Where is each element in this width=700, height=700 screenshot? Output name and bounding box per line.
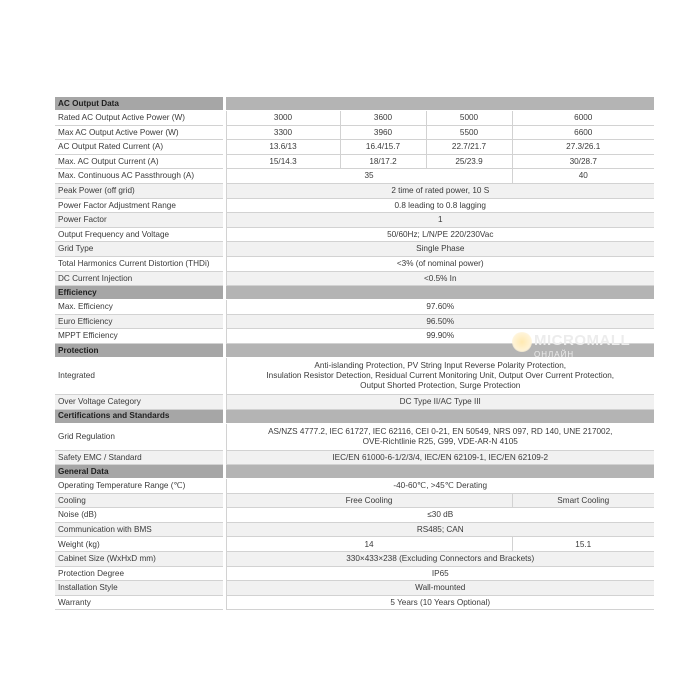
cell-value: 30/28.7 [512, 154, 654, 169]
cell-value: 330×433×238 (Excluding Connectors and Brackets) [226, 552, 654, 567]
cell-value: 18/17.2 [340, 154, 426, 169]
cell-value: 0.8 leading to 0.8 lagging [226, 198, 654, 213]
cell-value: 99.90% [226, 329, 654, 344]
row-label: Operating Temperature Range (℃) [55, 479, 223, 494]
cell-value: 5500 [426, 125, 512, 140]
cell-value: IP65 [226, 566, 654, 581]
table-row [55, 242, 654, 257]
spec-sheet [55, 97, 654, 610]
cell-value: 14 [226, 537, 512, 552]
cell-value: 2 time of rated power, 10 S [226, 183, 654, 198]
row-label: Total Harmonics Current Distortion (THDi) [55, 256, 223, 271]
row-label: Over Voltage Category [55, 394, 223, 409]
cell-line: Anti-islanding Protection, PV String Input Reverse Polarity Protection, [314, 361, 567, 371]
row-label: Installation Style [55, 581, 223, 596]
cell-value: 22.7/21.7 [426, 140, 512, 155]
table-row [55, 198, 654, 213]
table-row [55, 183, 654, 198]
row-label: Peak Power (off grid) [55, 183, 223, 198]
spec-table [55, 97, 654, 610]
row-label: Cooling [55, 493, 223, 508]
row-label: Rated AC Output Active Power (W) [55, 111, 223, 126]
row-label: Cabinet Size (WxHxD mm) [55, 552, 223, 567]
cell-value: Free Cooling [226, 493, 512, 508]
table-row [55, 140, 654, 155]
row-label: Grid Regulation [55, 423, 223, 450]
table-row [55, 552, 654, 567]
table-row [55, 213, 654, 228]
row-label: Euro Efficiency [55, 314, 223, 329]
row-label: Warranty [55, 595, 223, 610]
section-title: General Data [55, 465, 223, 479]
row-label: Output Frequency and Voltage [55, 227, 223, 242]
cell-value: Single Phase [226, 242, 654, 257]
cell-value: <3% (of nominal power) [226, 256, 654, 271]
cell-value: 6000 [512, 111, 654, 126]
watermark-subtext: ОНЛАЙН [534, 350, 575, 359]
table-row [55, 566, 654, 581]
cell-value: 1 [226, 213, 654, 228]
cell-value [226, 423, 654, 450]
cell-value: 15.1 [512, 537, 654, 552]
row-label: Power Factor [55, 213, 223, 228]
cell-line: OVE-Richtlinie R25, G99, VDE-AR-N 4105 [362, 436, 518, 446]
table-row [55, 450, 654, 465]
cell-line: Output Shorted Protection, Surge Protection [360, 380, 521, 390]
row-label: Max. AC Output Current (A) [55, 154, 223, 169]
section-header-protection [55, 343, 654, 357]
row-label: Protection Degree [55, 566, 223, 581]
table-row [55, 595, 654, 610]
cell-value: RS485; CAN [226, 522, 654, 537]
cell-value: <0.5% In [226, 271, 654, 286]
section-title: Efficiency [55, 286, 223, 300]
row-label: Noise (dB) [55, 508, 223, 523]
cell-value: 16.4/15.7 [340, 140, 426, 155]
row-label: AC Output Rated Current (A) [55, 140, 223, 155]
row-label: Weight (kg) [55, 537, 223, 552]
cell-value: Smart Cooling [512, 493, 654, 508]
cell-value: 3960 [340, 125, 426, 140]
cell-value [226, 357, 654, 394]
table-row [55, 227, 654, 242]
row-label: Grid Type [55, 242, 223, 257]
cell-value: 27.3/26.1 [512, 140, 654, 155]
table-row [55, 394, 654, 409]
cell-value: 96.50% [226, 314, 654, 329]
row-label: Power Factor Adjustment Range [55, 198, 223, 213]
cell-value: 40 [512, 169, 654, 184]
row-label: Max. Continuous AC Passthrough (A) [55, 169, 223, 184]
cell-value: 50/60Hz; L/N/PE 220/230Vac [226, 227, 654, 242]
row-label: Safety EMC / Standard [55, 450, 223, 465]
table-row [55, 300, 654, 315]
section-header-general [55, 465, 654, 479]
table-row [55, 581, 654, 596]
watermark-text: MICROMALL [534, 332, 631, 349]
section-title: AC Output Data [55, 97, 223, 111]
table-row [55, 256, 654, 271]
table-row [55, 357, 654, 394]
cell-value: 3300 [226, 125, 340, 140]
table-row [55, 125, 654, 140]
cell-value: DC Type II/AC Type III [226, 394, 654, 409]
table-row [55, 508, 654, 523]
cell-value: 13.6/13 [226, 140, 340, 155]
cell-line: AS/NZS 4777.2, IEC 61727, IEC 62116, CEI 0-21, EN 50549, NRS 097, RD 140, UNE 217002, [268, 426, 613, 436]
row-label: Max. Efficiency [55, 300, 223, 315]
table-row [55, 111, 654, 126]
cell-value: 6600 [512, 125, 654, 140]
table-row [55, 154, 654, 169]
section-title: Certifications and Standards [55, 409, 223, 423]
cell-value: -40-60℃, >45℃ Derating [226, 479, 654, 494]
cell-value: ≤30 dB [226, 508, 654, 523]
table-row [55, 314, 654, 329]
table-row [55, 329, 654, 344]
table-row [55, 522, 654, 537]
cell-line: Insulation Resistor Detection, Residual Current Monitoring Unit, Output Over Current Protection, [266, 370, 615, 380]
row-label: DC Current Injection [55, 271, 223, 286]
row-label: Communication with BMS [55, 522, 223, 537]
row-label: MPPT Efficiency [55, 329, 223, 344]
cell-value: Wall-mounted [226, 581, 654, 596]
table-row [55, 271, 654, 286]
table-row [55, 493, 654, 508]
cell-value: 97.60% [226, 300, 654, 315]
cell-value: 25/23.9 [426, 154, 512, 169]
table-row [55, 479, 654, 494]
table-row [55, 423, 654, 450]
cell-value: 5000 [426, 111, 512, 126]
cell-value: IEC/EN 61000-6-1/2/3/4, IEC/EN 62109-1, IEC/EN 62109-2 [226, 450, 654, 465]
table-row [55, 169, 654, 184]
cell-value: 3600 [340, 111, 426, 126]
section-header-efficiency [55, 286, 654, 300]
section-title: Protection [55, 343, 223, 357]
cell-value: 5 Years (10 Years Optional) [226, 595, 654, 610]
section-header-ac-output [55, 97, 654, 111]
table-row [55, 537, 654, 552]
section-header-certifications [55, 409, 654, 423]
cell-value: 3000 [226, 111, 340, 126]
cell-value: 35 [226, 169, 512, 184]
row-label: Max AC Output Active Power (W) [55, 125, 223, 140]
row-label: Integrated [55, 357, 223, 394]
cell-value: 15/14.3 [226, 154, 340, 169]
